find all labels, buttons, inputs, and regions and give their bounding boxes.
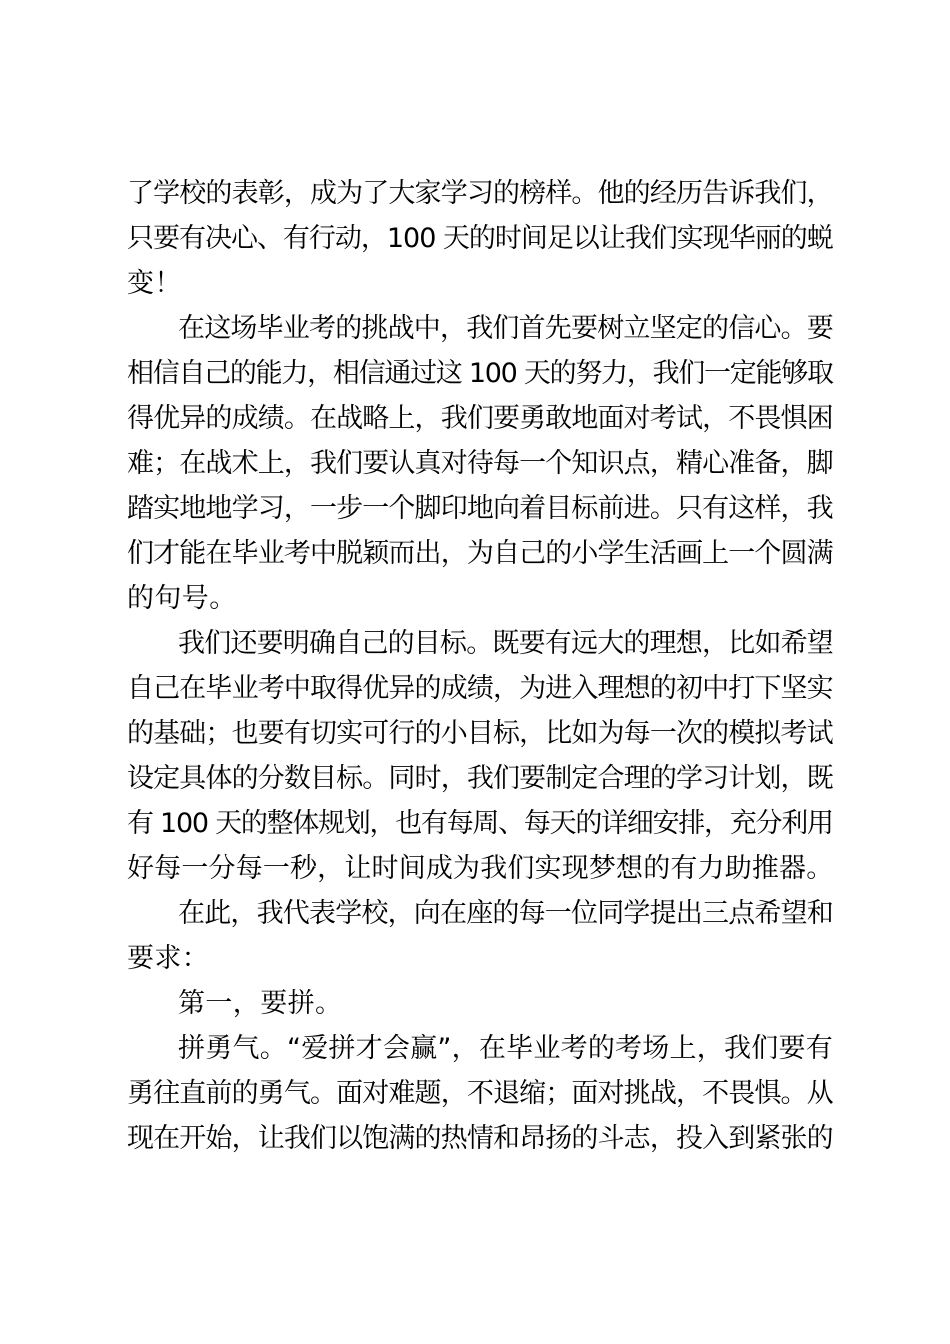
text-line: 勇往直前的勇气。面对难题，不退缩；面对挑战，不畏惧。从: [127, 1078, 833, 1109]
text-line: 在此，我代表学校，向在座的每一位同学提出三点希望和: [178, 898, 833, 929]
text-line: 设定具体的分数目标。同时，我们要制定合理的学习计划，既: [127, 763, 833, 794]
text-line: 得优异的成绩。在战略上，我们要勇敢地面对考试，不畏惧困: [127, 403, 833, 434]
text-line: 相信自己的能力，相信通过这 100 天的努力，我们一定能够取: [127, 358, 833, 389]
text-line: 好每一分每一秒，让时间成为我们实现梦想的有力助推器。: [127, 853, 834, 884]
text-line: 的基础；也要有切实可行的小目标，比如为每一次的模拟考试: [127, 718, 833, 749]
text-line: 在这场毕业考的挑战中，我们首先要树立坚定的信心。要: [178, 313, 833, 344]
text-line: 拼勇气。“爱拼才会赢”，在毕业考的考场上，我们要有: [178, 1033, 833, 1064]
text-line: 踏实地地学习，一步一个脚印地向着目标前进。只有这样，我: [127, 493, 833, 524]
text-line: 的句号。: [127, 583, 237, 614]
text-line: 们才能在毕业考中脱颖而出，为自己的小学生活画上一个圆满: [127, 538, 833, 569]
text-line: 只要有决心、有行动，100 天的时间足以让我们实现华丽的蜕: [127, 223, 833, 254]
text-line: 自己在毕业考中取得优异的成绩，为进入理想的初中打下坚实: [127, 673, 833, 704]
text-line: 难；在战术上，我们要认真对待每一个知识点，精心准备，脚: [127, 448, 833, 479]
text-line: 有 100 天的整体规划，也有每周、每天的详细安排，充分利用: [127, 808, 833, 839]
text-line: 我们还要明确自己的目标。既要有远大的理想，比如希望: [178, 628, 833, 659]
text-line: 变！: [127, 268, 182, 299]
section-heading: 第一，要拼。: [178, 988, 343, 1019]
text-line: 了学校的表彰，成为了大家学习的榜样。他的经历告诉我们，: [127, 178, 833, 209]
text-line: 要求：: [127, 943, 210, 974]
text-line: 现在开始，让我们以饱满的热情和昂扬的斗志，投入到紧张的: [127, 1123, 833, 1154]
